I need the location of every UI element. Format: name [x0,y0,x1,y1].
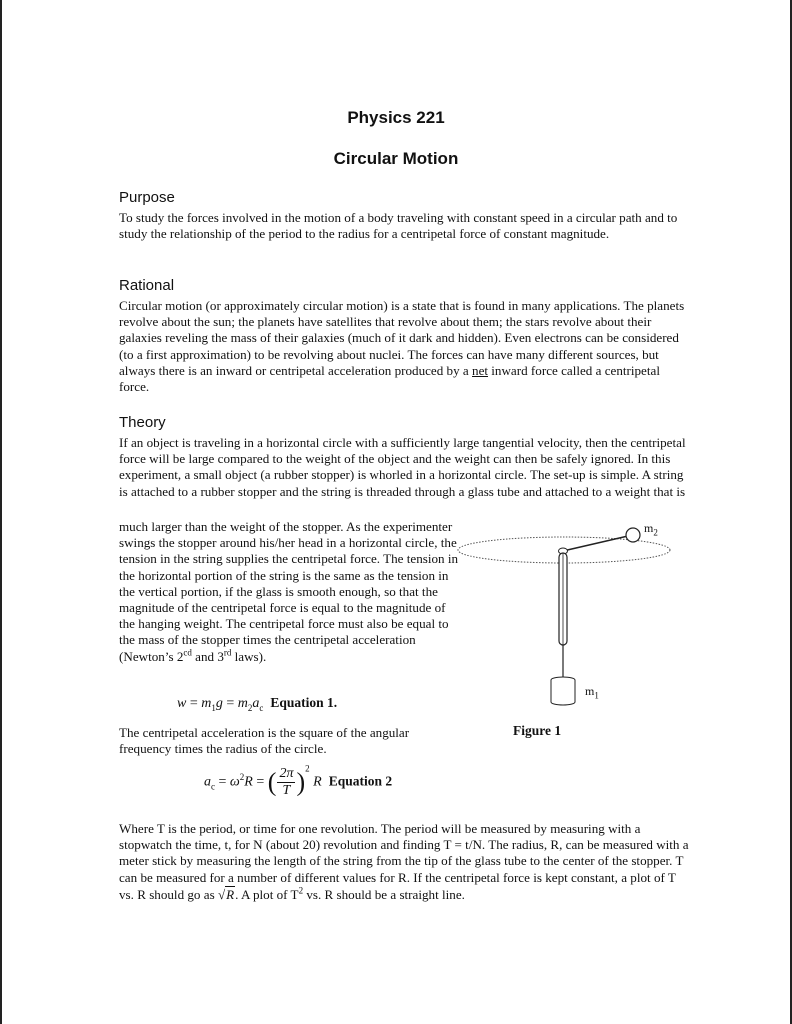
eq2-R-a: R [244,774,253,790]
eq2-outer-sup: 2 [305,763,310,774]
period-text [119,821,689,903]
eq1-w: w [177,696,187,711]
label-m2-text: m [644,521,654,535]
newton-sup-2: rd [223,647,232,658]
weight-m1 [551,680,575,705]
eq1-m2: m [237,696,248,711]
newton-and: and 3 [191,648,224,664]
label-m1 [585,684,599,699]
stopper-m2 [626,528,640,542]
eq1-equals-b: = [222,696,238,711]
eq2-omega: ω [229,774,240,790]
equation-1 [177,695,337,712]
course-title: Physics 221 [347,108,445,127]
newton-end: laws). [231,648,267,664]
label-m2-sub: 2 [653,527,658,538]
eq1-a-sub: c [259,702,264,713]
eq2-fraction [277,766,295,799]
period-text-c: vs. R should be a straight line. [303,886,465,902]
equation-2: $a_c = \omega^2R$ = ( $\frac{2\pi}{T}$ )$^2$ R Equation 2 [204,763,393,798]
theory-text-full: If an object is traveling in a horizontal circle with a sufficiently large tangential velocity, then the centripetal force will be large compared to the weight of the object and the weight can then be safely ignored. In this experiment, a small object (a rubber stopper) is whorled in a horizontal circle. The set-up is simple. A string is attached to a rubber stopper and the string is threaded through a glass tube and attached to a weight that is [119,435,686,499]
eq1-m1-sub: 1 [211,702,216,713]
eq1-equals-a: = [186,696,202,711]
theory-heading: Theory [119,414,166,431]
rational-text-b: inward force called a centripetal force. [119,362,660,395]
eq2-label: Equation 2 [328,773,393,789]
eq2-denominator: T [282,783,291,798]
eq1-m1: m [201,696,212,711]
eq2-paren-open: ( [267,767,277,797]
eq2-paren-close: ) [296,767,306,797]
label-m1-text: m [585,684,595,698]
eq2-a: a [204,774,211,790]
period-sup: 2 [298,885,304,896]
eq1-a: a [252,696,260,711]
figure-caption: Figure 1 [513,723,562,738]
horizontal-string [563,536,628,551]
figure-1-diagram [450,515,690,720]
rational-text [119,298,689,395]
sqrt-symbol: √ [217,886,226,902]
newton-sup-1: cd [183,647,192,658]
eq2-a-sub: c [211,781,215,792]
eq2-R-b: R [313,774,322,790]
eq1-m2-sub: 2 [247,702,253,713]
rational-underlined: net [472,362,489,378]
eq2-omega-sup: 2 [239,772,245,783]
theory-text-narrow [119,519,459,665]
label-m2 [644,521,658,536]
rational-text-a: Circular motion (or approximately circular motion) is a state that is found in many applications. The planets revolve about the sun; the planets have satellites that revolve about them; the stars revolve about their galaxies reveling the mass of their galaxies (much of it dark and hidden). Even electrons can be considered (to a first approximation) to be revolving about nuclei. The forces can have many different sources, but always there is an inward or centripetal acceleration produced by a [119,298,685,378]
purpose-heading: Purpose [119,189,175,206]
eq1-label: Equation 1. [270,695,338,710]
purpose-text: To study the forces involved in the motion of a body traveling with constant speed in a circular path and to study the relationship of the period to the radius for a centripetal force of constant magnitude. [119,210,678,242]
period-text-a: Where T is the period, or time for one revolution. The period will be measured by measuring with a stopwatch the time, t, for N (about 20) revolution and finding T = t/N. The radius, R, can be measured with a meter stick by measuring the length of the string from the tip of the glass tube to the center of the stopper. T can be measured for a number of different values for R. If the centripetal force is kept constant, a plot of T vs. R should go as [119,821,689,902]
label-m1-sub: 1 [594,690,599,701]
document-title: Circular Motion [333,149,459,168]
rational-heading: Rational [119,277,175,294]
sqrt-var: R [226,886,235,902]
eq1-g: g [215,696,223,711]
centripetal-text: The centripetal acceleration is the square of the angular frequency times the radius of the circle. [119,725,410,757]
period-text-b: . A plot of T [235,886,299,902]
eq2-numerator: 2π [279,766,294,781]
theory-narrow-a: much larger than the weight of the stopper. As the experimenter swings the stopper around his/her head in a horizontal circle, the tension in the string supplies the centripetal force. The tension in the horizontal portion of the string is the same as the tension in the vertical portion, if the glass is smooth enough, so that the magnitude of the centripetal force is equal to the magnitude of the hanging weight. The centripetal force must also be equal to the mass of the stopper times the centripetal acceleration (Newton’s 2 [119,519,459,664]
